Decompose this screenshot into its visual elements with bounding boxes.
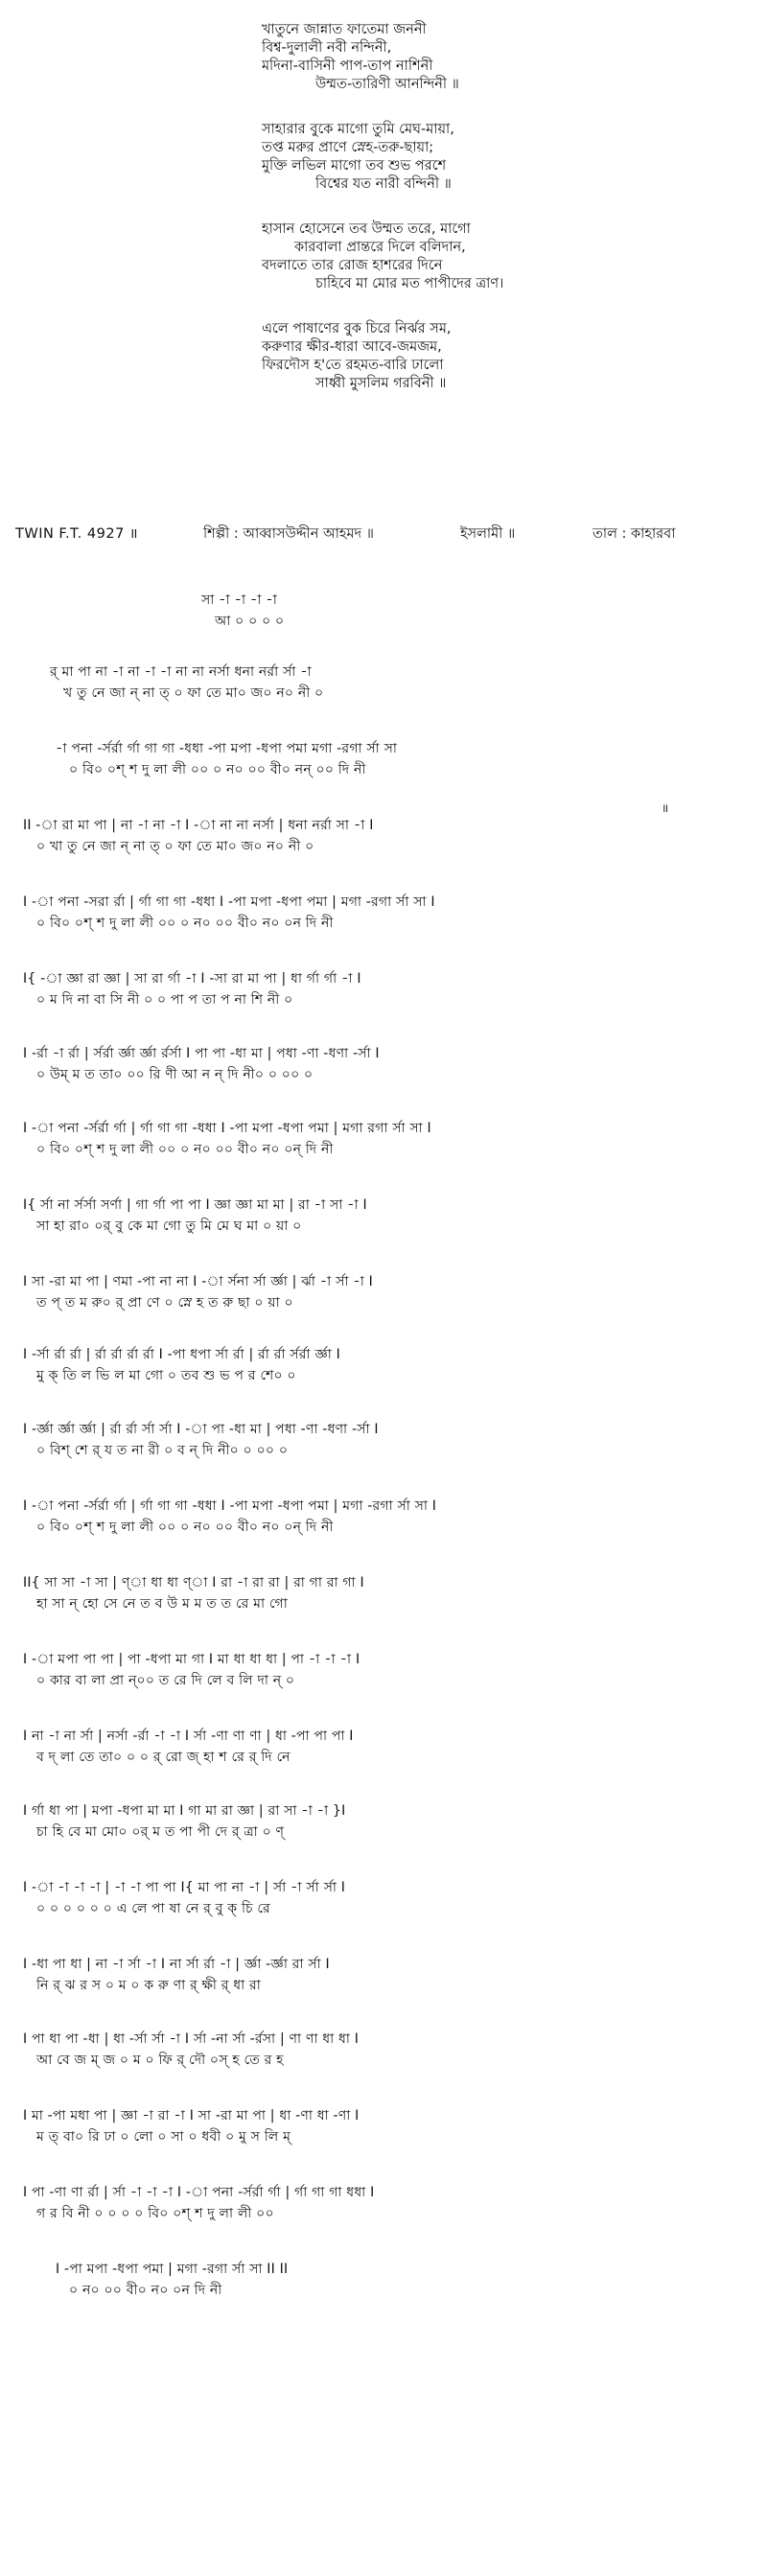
poem-line: হাসান হোসেনে তব উম্মত তরে, মাগো [262,221,471,237]
lyric-syllable-line: খ তু নে জা ন্ না ত্ ০ ফা তে মা০ জ০ ন০ নী ০ [63,685,324,701]
lyric-syllable-line: ব দ্ লা তে তা০ ০ ০ র্ রো জ্ হা শ রে র্ দি নে [36,1750,291,1765]
lyric-syllable-line: আ বে জ ম্ জ ০ ম ০ ফি র্ দৌ ০স্ হ তে র হ [36,2053,284,2068]
lyric-syllable-line: ০ ০ ০ ০ ০ ০ এ লে পা ষা নে র্ বু ক্ চি রে [36,1901,270,1916]
lyric-syllable-line: ০ বি০ ০শ্ শ দু লা লী ০০ ০ ন০ ০০ বী০ নন্ ০০ দি নী [69,762,366,777]
lyric-syllable-line: ০ উম্ ম ত তা০ ০০ রি ণী আ ন ন্ দি নী০ ০ ০০ ০ [36,1067,314,1082]
poem-line: বিশ্বের যত নারী বন্দিনী ॥ [315,176,452,192]
lyric-syllable-line: ০ খা তু নে জা ন্ না ত্ ০ ফা তে মা০ জ০ ন০ নী ০ [36,839,314,854]
swaralipi-line: র্ মা পা না -া না -া -া না না নর্সা ধনা নর্রা র্সা -া [50,664,312,680]
taal-label: তাল : কাহারবা [593,526,676,542]
poem-line: কারবালা প্রান্তরে দিলে বলিদান, [294,240,466,255]
lyric-syllable-line: ০ বি০ ০শ্ শ দু লা লী ০০ ০ ন০ ০০ বী০ ন০ ০ন দি নী [36,916,334,931]
swaralipi-line: সা -া -া -া -া [201,592,278,608]
lyric-syllable-line: ০ বিশ্ শে র্ য ত না রী ০ ব ন্ দি নী০ ০ ০০ ০ [36,1443,289,1458]
poem-line: চাহিবে মা মোর মত পাপীদের ত্রাণ। [315,276,504,291]
poem-line: মুক্তি লভিল মাগো তব শুভ পরশে [262,158,447,174]
swaralipi-line: I -র্সা র্রা র্রা | র্রা র্রা র্রা র্রা I -পা ধপা র্সা র্রা | র্রা র্রা র্সর্রা র্জ্ঞা I [23,1347,340,1362]
swaralipi-line: -া পনা -র্সর্রা র্গা গা গা -ধধা -পা মপা -ধপা পমা মগা -রগা র্সা সা [56,741,398,756]
swaralipi-line: I{ র্সা না র্সর্সা সর্ণা | গা র্গা পা পা I জ্ঞা জ্ঞা মা মা | রা -া সা -া I [23,1197,367,1213]
swaralipi-line: I না -া না র্সা | নর্সা -র্রা -া -া I র্সা -ণা ণা ণা | ধা -পা পা পা I [23,1729,354,1744]
poem-line: ফিরদৌস হ'তে রহমত-বারি ঢালো [262,358,444,373]
swaralipi-line: II{ সা সা -া সা | ণ্া ধা ধা ণ্া I রা -া রা রা | রা গা রা গা I [23,1575,364,1590]
swaralipi-line: I -া পনা -র্সর্রা র্গা | র্গা গা গা -ধধা I -পা মপা -ধপা পমা | মগা -রগা র্সা সা I [23,1498,437,1514]
poem-line: তপ্ত মরুর প্রাণে স্নেহ-তরু-ছায়া; [262,140,434,155]
lyric-syllable-line: নি র্ ঝ র স ০ ম ০ ক রু ণা র্ ক্ষী র্ ধা রা [36,1978,262,1993]
swaralipi-line: I পা -ণা ণা র্রা | র্সা -া -া -া I -া পনা -র্সর্রা র্গা | র্গা গা গা ধধা I [23,2185,375,2200]
swaralipi-line: I -া পনা -সরা র্রা | র্গা গা গা -ধধা I -পা মপা -ধপা পমা | মগা -রগা র্সা সা I [23,894,435,910]
lyric-syllable-line: ০ বি০ ০শ্ শ দু লা লী ০০ ০ ন০ ০০ বী০ ন০ ০ন্ দি নী [36,1142,334,1157]
poem-line: বিশ্ব-দুলালী নবী নন্দিনী, [262,40,392,56]
swaralipi-line: I -া -া -া -া | -া -া পা পা I{ মা পা না -া | র্সা -া র্সা র্সা I [23,1880,346,1895]
lyric-syllable-line: চা হি বে মা মো০ ০র্ ম ত পা পী দে র্ ত্রা ০ ণ্ [36,1824,285,1840]
swaralipi-line: I -পা মপা -ধপা পমা | মগা -রগা র্সা সা II II [56,2262,289,2277]
lyric-syllable-line: ত প্ ত ম রু০ র্ প্রা ণে ০ স্নে হ ত রু ছা ০ য়া ০ [36,1295,293,1311]
poem-line: বদলাতে তার রোজ হাশরের দিনে [262,258,443,273]
swaralipi-line: I মা -পা মধা পা | জ্ঞা -া রা -া I সা -রা মা পা | ধা -ণা ধা -ণা I [23,2108,360,2123]
swaralipi-line: I -র্রা -া র্রা | র্সর্রা র্জ্ঞা র্জ্ঞা র্রর্সা I পা পা -ধা মা | পধা -ণা -ধণা -র্সা I [23,1046,380,1061]
notation-mark: ॥ [662,801,669,815]
lyric-syllable-line: ০ ম দি না বা সি নী ০ ০ পা প তা প না শি নী ০ [36,992,293,1008]
lyric-syllable-line: মু ক্ তি ল ভি ল মা গো ০ তব শু ভ প র শে০ ০ [36,1368,296,1383]
record-number: TWIN F.T. 4927 ॥ [15,526,139,542]
swaralipi-line: I সা -রা মা পা | ণমা -পা না না I -া র্সনা র্সা র্জ্ঞা | র্ঝা -া র্সা -া I [23,1274,373,1289]
swaralipi-line: II -া রা মা পা | না -া না -া I -া না না নর্সা | ধনা নর্রা সা -া I [23,818,374,833]
poem-line: খাতুনে জান্নাত ফাতেমা জননী [262,22,427,37]
genre-label: ইসলামী ॥ [460,526,516,542]
lyric-syllable-line: ০ ন০ ০০ বী০ ন০ ০ন দি নী [69,2283,222,2298]
lyric-syllable-line: আ ০ ০ ০ ০ [215,614,285,629]
poem-line: সাধ্বী মুসলিম গরবিনী ॥ [315,376,447,391]
swaralipi-line: I{ -া জ্ঞা রা জ্ঞা | সা রা র্গা -া I -সা রা মা পা | ধা র্গা র্গা -া I [23,971,361,986]
lyric-syllable-line: ০ কার বা লা প্রা ন্০০ ত রে দি লে ব লি দা ন্ ০ [36,1673,295,1688]
poem-line: মদিনা-বাসিনী পাপ-তাপ নাশিনী [262,58,433,74]
lyric-syllable-line: সা হা রা০ ০র্ বু কে মা গো তু মি মে ঘ মা ০ য়া ০ [36,1218,302,1234]
poem-line: সাহারার বুকে মাগো তুমি মেঘ-মায়া, [262,122,454,137]
lyric-syllable-line: ০ বি০ ০শ্ শ দু লা লী ০০ ০ ন০ ০০ বী০ ন০ ০ন্ দি নী [36,1520,334,1535]
poem-line: উম্মত-তারিণী আনন্দিনী ॥ [315,77,459,92]
swaralipi-line: I -ধা পা ধা | না -া র্সা -া I না র্সা র্রা -া | র্জ্ঞা -র্জ্ঞা রা র্সা I [23,1957,330,1972]
swaralipi-line: I পা ধা পা -ধা | ধা -র্সা র্সা -া I র্সা -না র্সা -র্রসা | ণা ণা ধা ধা I [23,2031,360,2047]
swaralipi-line: I -া মপা পা পা | পা -ধপা মা গা I মা ধা ধা ধা | পা -া -া -া I [23,1652,360,1667]
swaralipi-line: I র্গা ধা পা | মপা -ধপা মা মা I গা মা রা জ্ঞা | রা সা -া -া }I [23,1803,346,1819]
swaralipi-line: I -র্জ্ঞা র্জ্ঞা র্জ্ঞা | র্রা র্রা র্সা র্সা I -া পা -ধা মা | পধা -ণা -ধণা -র্সা I [23,1422,379,1437]
lyric-syllable-line: গ র বি নী ০ ০ ০ ০ বি০ ০শ্ শ দু লা লী ০০ [36,2206,274,2221]
swaralipi-line: I -া পনা -র্সর্রা র্গা | র্গা গা গা -ধধা I -পা মপা -ধপা পমা | মগা রগা র্সা সা I [23,1121,431,1136]
artist-name: শিল্পী : আব্বাসউদ্দীন আহমদ ॥ [203,526,374,542]
poem-line: করুণার ক্ষীর-ধারা আবে-জমজম, [262,339,442,355]
lyric-syllable-line: ম ত্ বা০ রি ঢা ০ লো ০ সা ০ ধবী ০ মু স লি ম্ [36,2129,291,2145]
poem-line: এলে পাষাণের বুক চিরে নির্ঝর সম, [262,321,452,337]
lyric-syllable-line: হা সা ন্ হো সে নে ত ব উ ম ম ত ত রে মা গো [36,1596,288,1612]
